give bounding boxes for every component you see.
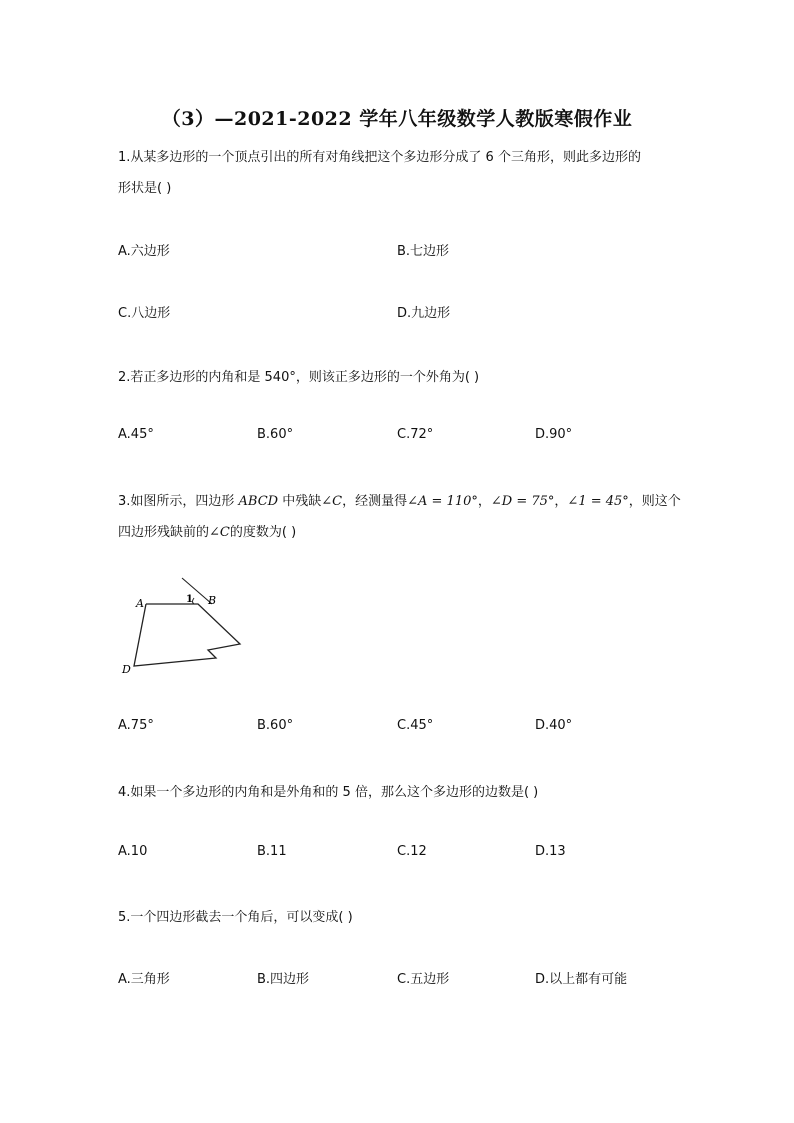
q3-math-abcd: ABCD	[238, 494, 279, 509]
q3-text-4: ，	[477, 494, 491, 509]
q3-text-3: ，经测量得	[342, 494, 408, 509]
question-4-option-d: D.13	[535, 844, 566, 859]
question-3-text-line-1	[118, 490, 681, 509]
question-5-text: 5.一个四边形截去一个角后，可以变成( )	[118, 910, 353, 925]
quadrilateral-outline	[134, 604, 240, 666]
q3-math-angle-1: ∠1 = 45°	[567, 494, 629, 509]
question-5-option-a: A.三角形	[118, 972, 170, 987]
q3-text-5: ，	[554, 494, 568, 509]
question-1-option-a: A.六边形	[118, 244, 170, 259]
label-d: D	[122, 663, 131, 676]
question-1-text-line-1: 1.从某多边形的一个顶点引出的所有对角线把这个多边形分成了 6 个三角形，则此多边形的	[118, 150, 641, 165]
q3-math-angle-a: ∠A = 110°	[407, 494, 478, 509]
question-4-option-a: A.10	[118, 844, 148, 859]
q3-text-1: 3.如图所示，四边形	[118, 494, 239, 509]
question-3-text-line-2	[118, 521, 296, 540]
question-2-option-a: A.45°	[118, 427, 154, 442]
question-1-option-d: D.九边形	[397, 306, 451, 321]
question-5-option-c: C.五边形	[397, 972, 450, 987]
question-1-text-line-2: 形状是( )	[118, 181, 172, 196]
question-2-text: 2.若正多边形的内角和是 540°，则该正多边形的一个外角为( )	[118, 370, 480, 385]
question-3-option-d: D.40°	[535, 718, 573, 733]
question-4-option-b: B.11	[257, 844, 287, 859]
question-2-option-c: C.72°	[397, 427, 434, 442]
label-a: A	[136, 597, 144, 610]
question-5-option-d: D.以上都有可能	[535, 972, 628, 987]
label-angle-1: 1	[186, 594, 193, 605]
question-2-option-d: D.90°	[535, 427, 573, 442]
q3-line2-text-1: 四边形残缺前的	[118, 525, 210, 540]
q3-math-angle-c: ∠C	[321, 494, 343, 509]
question-1-option-c: C.八边形	[118, 306, 171, 321]
question-3-option-b: B.60°	[257, 718, 294, 733]
page-title: （3）—2021-2022 学年八年级数学人教版寒假作业	[161, 108, 633, 130]
question-2-option-b: B.60°	[257, 427, 294, 442]
question-1-option-b: B.七边形	[397, 244, 450, 259]
q3-text-6: ，则这个	[628, 494, 681, 509]
quadrilateral-figure	[118, 572, 258, 682]
question-4-text: 4.如果一个多边形的内角和是外角和的 5 倍，那么这个多边形的边数是( )	[118, 785, 539, 800]
question-4-option-c: C.12	[397, 844, 427, 859]
label-b: B	[208, 594, 217, 607]
q3-line2-math-angle-c: ∠C	[209, 525, 230, 540]
question-3-option-a: A.75°	[118, 718, 154, 733]
q3-text-2: 中残缺	[278, 494, 322, 509]
question-3-option-c: C.45°	[397, 718, 434, 733]
question-5-option-b: B.四边形	[257, 972, 310, 987]
q3-math-angle-d: ∠D = 75°	[490, 494, 555, 509]
q3-line2-text-2: 的度数为( )	[229, 525, 297, 540]
